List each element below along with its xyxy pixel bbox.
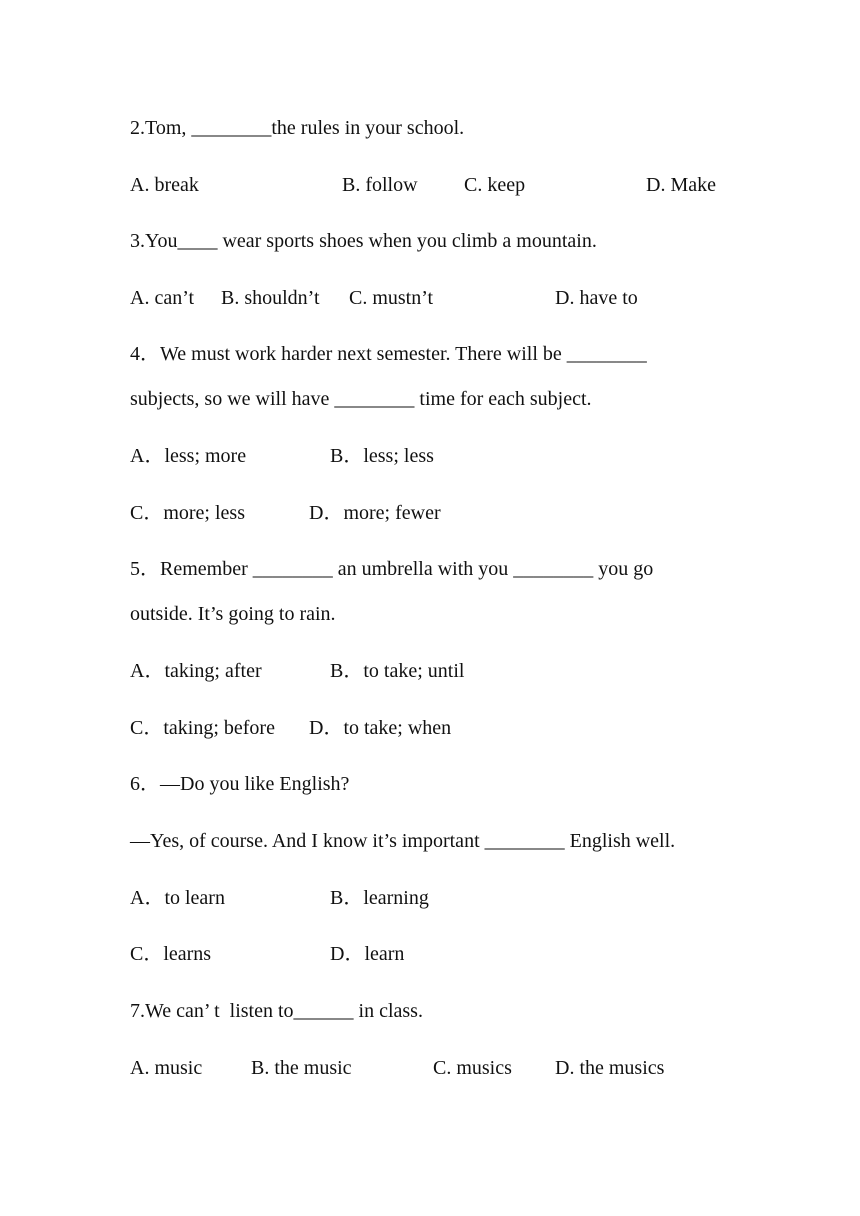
question-2-option-b: B. follow — [342, 174, 418, 196]
question-4-option-c: C．more; less — [130, 502, 245, 524]
question-4-option-a: A．less; more — [130, 445, 247, 467]
question-5-option-d: D．to take; when — [309, 717, 452, 739]
question-5-stem-line-2: outside. It’s going to rain. — [130, 603, 336, 625]
question-7-option-d: D. the musics — [555, 1057, 665, 1079]
question-6-stem-line-2: —Yes, of course. And I know it’s important ________ English well. — [130, 830, 676, 852]
question-3-stem: 3.You____ wear sports shoes when you climb a mountain. — [130, 230, 597, 252]
question-7-option-b: B. the music — [251, 1057, 352, 1079]
question-3-option-a: A. can’t — [130, 287, 195, 309]
question-5-option-c: C．taking; before — [130, 717, 275, 739]
question-5-stem-line-1: 5．Remember ________ an umbrella with you ________ you go — [130, 558, 654, 580]
question-4-stem-line-1: 4．We must work harder next semester. There will be ________ — [130, 343, 647, 365]
question-3-option-c: C. mustn’t — [349, 287, 434, 309]
question-6-option-a: A．to learn — [130, 887, 225, 909]
question-2-option-d: D. Make — [646, 174, 716, 196]
question-4-stem-line-2: subjects, so we will have ________ time for each subject. — [130, 388, 592, 410]
question-6-option-d: D．learn — [330, 943, 405, 965]
question-3-option-d: D. have to — [555, 287, 638, 309]
question-2-option-a: A. break — [130, 174, 199, 196]
question-4-option-b: B．less; less — [330, 445, 434, 467]
question-5-option-b: B．to take; until — [330, 660, 465, 682]
question-6-option-b: B．learning — [330, 887, 429, 909]
question-2-option-c: C. keep — [464, 174, 526, 196]
question-7-option-c: C. musics — [433, 1057, 512, 1079]
question-3-option-b: B. shouldn’t — [221, 287, 320, 309]
question-6-option-c: C．learns — [130, 943, 212, 965]
question-7-option-a: A. music — [130, 1057, 203, 1079]
question-5-option-a: A．taking; after — [130, 660, 262, 682]
question-4-option-d: D．more; fewer — [309, 502, 441, 524]
question-6-stem-line-1: 6．—Do you like English? — [130, 773, 350, 795]
question-2-stem: 2.Tom, ________the rules in your school. — [130, 117, 465, 139]
question-7-stem: 7.We can’ t listen to______ in class. — [130, 1000, 423, 1022]
